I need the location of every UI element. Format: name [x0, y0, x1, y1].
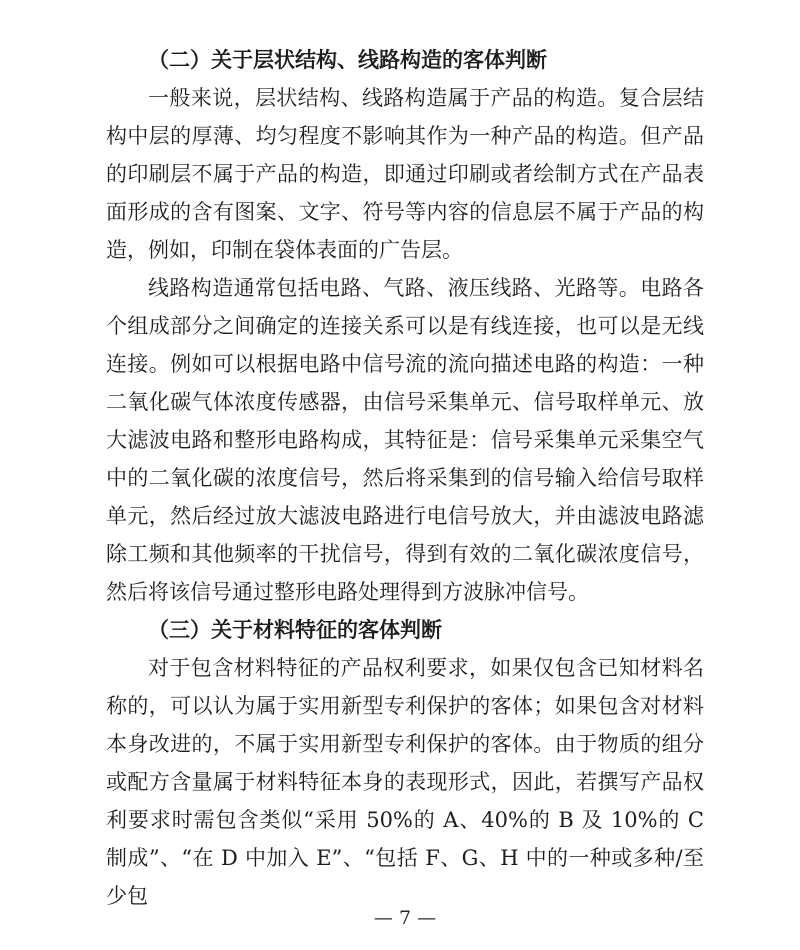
- paragraph-layered-structure: 一般来说，层状结构、线路构造属于产品的构造。复合层结构中层的厚薄、均匀程度不影响其作为一种产品的构造。但产品的印刷层不属于产品的构造，即通过印刷或者绘制方式在产品表面形成的含有图案、文字、符号等内容的信息层不属于产品的构造，例如，印制在袋体表面的广告层。: [106, 86, 704, 262]
- section-heading-layered-structure: （二）关于层状结构、线路构造的客体判断: [148, 47, 547, 72]
- paragraph-material-features: 对于包含材料特征的产品权利要求，如果仅包含已知材料名称的，可以认为属于实用新型专利保护的客体；如果包含对材料本身改进的，不属于实用新型专利保护的客体。由于物质的组分或配方含量属于材料特征本身的表现形式，因此，若撰写产品权利要求时需包含类似“采用 50%的 A、40%的 B 及 10%的 C 制成”、“在 D 中加入 E”、“包括 F、G、H 中的一种或多种/至少包: [106, 656, 704, 908]
- paragraph-circuit-construction: 线路构造通常包括电路、气路、液压线路、光路等。电路各个组成部分之间确定的连接关系可以是有线连接，也可以是无线连接。例如可以根据电路中信号流的流向描述电路的构造：一种二氧化碳气体浓度传感器，由信号采集单元、信号取样单元、放大滤波电路和整形电路构成，其特征是：信号采集单元采集空气中的二氧化碳的浓度信号，然后将采集到的信号输入给信号取样单元，然后经过放大滤波电路进行电信号放大，并由滤波电路滤除工频和其他频率的干扰信号，得到有效的二氧化碳浓度信号，然后将该信号通过整形电路处理得到方波脉冲信号。: [106, 276, 704, 604]
- document-text-block: [106, 41, 704, 915]
- section-heading-material-features: （三）关于材料特征的客体判断: [148, 617, 442, 642]
- page-number: — 7 —: [373, 907, 437, 929]
